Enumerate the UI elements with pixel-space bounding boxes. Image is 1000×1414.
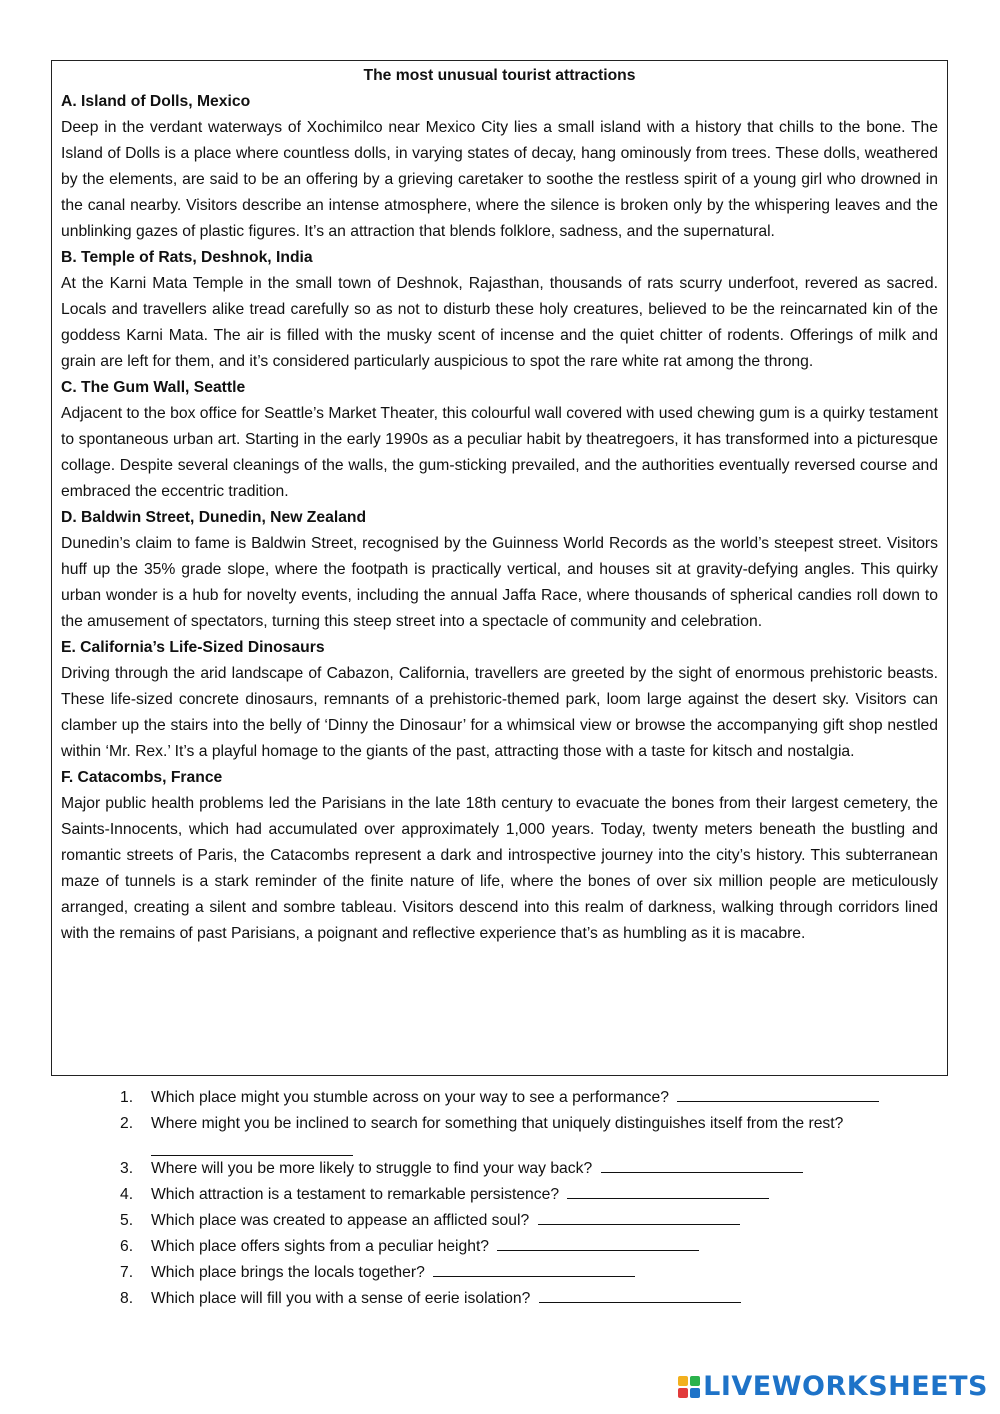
question-text: Which place will fill you with a sense of eerie isolation? (151, 1290, 531, 1307)
section-heading-c: C. The Gum Wall, Seattle (61, 379, 246, 396)
question-item (120, 1234, 920, 1260)
logo-block-icon (678, 1388, 688, 1398)
question-text: Which attraction is a testament to remarkable persistence? (151, 1186, 560, 1203)
question-item (120, 1156, 920, 1182)
question-number: 7. (120, 1264, 134, 1281)
answer-field-2[interactable] (151, 1137, 353, 1156)
question-number: 2. (120, 1115, 134, 1132)
question-item (120, 1111, 920, 1156)
liveworksheets-blocks-icon (678, 1376, 700, 1398)
section-text-f: Major public health problems led the Parisians in the late 18th century to evacuate the bones from their largest cemetery, the Saints-Innocents, which had accumulated over approximately 1,000 years. Today, twenty meters beneath the bustling and romantic streets of Paris, the Catacombs represent a dark and introspective journey into the city’s history. This subterranean maze of tunnels is a stark reminder of the finite nature of life, where the bones of over six million people are meticulously arranged, creating a silent and sombre tableau. Visitors descend into this realm of darkness, walking through corridors lined with the remains of past Parisians, a poignant and reflective experience that’s as humbling as it is macabre. (61, 795, 938, 942)
question-number: 8. (120, 1290, 134, 1307)
logo-block-icon (690, 1376, 700, 1386)
question-number: 6. (120, 1238, 134, 1255)
question-text: Where will you be more likely to struggle to find your way back? (151, 1160, 593, 1177)
question-item (120, 1208, 920, 1234)
answer-field-4[interactable] (567, 1182, 769, 1199)
question-item (120, 1260, 920, 1286)
answer-field-7[interactable] (433, 1260, 635, 1277)
liveworksheets-logo (678, 1371, 988, 1402)
question-text: Which place brings the locals together? (151, 1264, 425, 1281)
reading-passage-box (51, 60, 948, 1076)
section-text-b: At the Karni Mata Temple in the small town of Deshnok, Rajasthan, thousands of rats scurry underfoot, revered as sacred. Locals and travellers alike tread carefully so as not to disturb these holy creatures, believed to be the reincarnated kin of the goddess Karni Mata. The air is filled with the musky scent of incense and the quiet chitter of rodents. Offerings of milk and grain are left for them, and it’s considered particularly auspicious to spot the rare white rat among the throng. (61, 275, 938, 370)
section-heading-b: B. Temple of Rats, Deshnok, India (61, 249, 313, 266)
question-item (120, 1182, 920, 1208)
question-number: 4. (120, 1186, 134, 1203)
question-number: 1. (120, 1089, 134, 1106)
section-heading-f: F. Catacombs, France (61, 769, 223, 786)
section-text-c: Adjacent to the box office for Seattle’s Market Theater, this colourful wall covered with used chewing gum is a quirky testament to spontaneous urban art. Starting in the early 1990s as a peculiar habit by theatregoers, it has transformed into a picturesque collage. Despite several cleanings of the walls, the gum-sticking prevailed, and the authorities eventually reversed course and embraced the eccentric tradition. (61, 405, 938, 500)
question-item (120, 1286, 920, 1312)
section-heading-a: A. Island of Dolls, Mexico (61, 93, 251, 110)
section-text-a: Deep in the verdant waterways of Xochimilco near Mexico City lies a small island with a history that chills to the bone. The Island of Dolls is a place where countless dolls, in varying states of decay, hang ominously from trees. These dolls, weathered by the elements, are said to be an offering by a grieving caretaker to soothe the restless spirit of a young girl who drowned in the canal nearby. Visitors describe an intense atmosphere, where the silence is broken only by the whispering leaves and the unblinking gazes of plastic figures. It’s an attraction that blends folklore, sadness, and the supernatural. (61, 119, 938, 240)
question-text: Which place offers sights from a peculiar height? (151, 1238, 490, 1255)
question-number: 5. (120, 1212, 134, 1229)
logo-block-icon (678, 1376, 688, 1386)
section-text-d: Dunedin’s claim to fame is Baldwin Street, recognised by the Guinness World Records as the world’s steepest street. Visitors huff up the 35% grade slope, where the footpath is practically vertical, and houses sit at gravity-defying angles. This quirky urban wonder is a hub for novelty events, including the annual Jaffa Race, where thousands of spherical candies roll down to the amusement of spectators, turning this steep street into a spectacle of community and celebration. (61, 535, 938, 630)
question-list (120, 1085, 920, 1312)
question-text: Which place was created to appease an afflicted soul? (151, 1212, 530, 1229)
page-title: The most unusual tourist attractions (363, 67, 636, 84)
question-text: Which place might you stumble across on your way to see a performance? (151, 1089, 669, 1106)
section-heading-d: D. Baldwin Street, Dunedin, New Zealand (61, 509, 367, 526)
logo-text: LIVEWORKSHEETS (703, 1371, 988, 1402)
section-text-e: Driving through the arid landscape of Cabazon, California, travellers are greeted by the sight of enormous prehistoric beasts. These life-sized concrete dinosaurs, remnants of a prehistoric-themed park, loom large against the desert sky. Visitors can clamber up the stairs into the belly of ‘Dinny the Dinosaur’ for a whimsical view or browse the accompanying gift shop nestled within ‘Mr. Rex.’ It’s a playful homage to the giants of the past, attracting those with a taste for kitsch and nostalgia. (61, 665, 938, 760)
question-item (120, 1085, 920, 1111)
question-text: Where might you be inclined to search for something that uniquely distinguishes itself from the rest? (151, 1115, 844, 1132)
answer-field-8[interactable] (539, 1286, 741, 1303)
section-heading-e: E. California’s Life-Sized Dinosaurs (61, 639, 325, 656)
answer-field-1[interactable] (677, 1085, 879, 1102)
answer-field-5[interactable] (538, 1208, 740, 1225)
logo-block-icon (690, 1388, 700, 1398)
answer-field-6[interactable] (497, 1234, 699, 1251)
answer-field-3[interactable] (601, 1156, 803, 1173)
question-number: 3. (120, 1160, 134, 1177)
